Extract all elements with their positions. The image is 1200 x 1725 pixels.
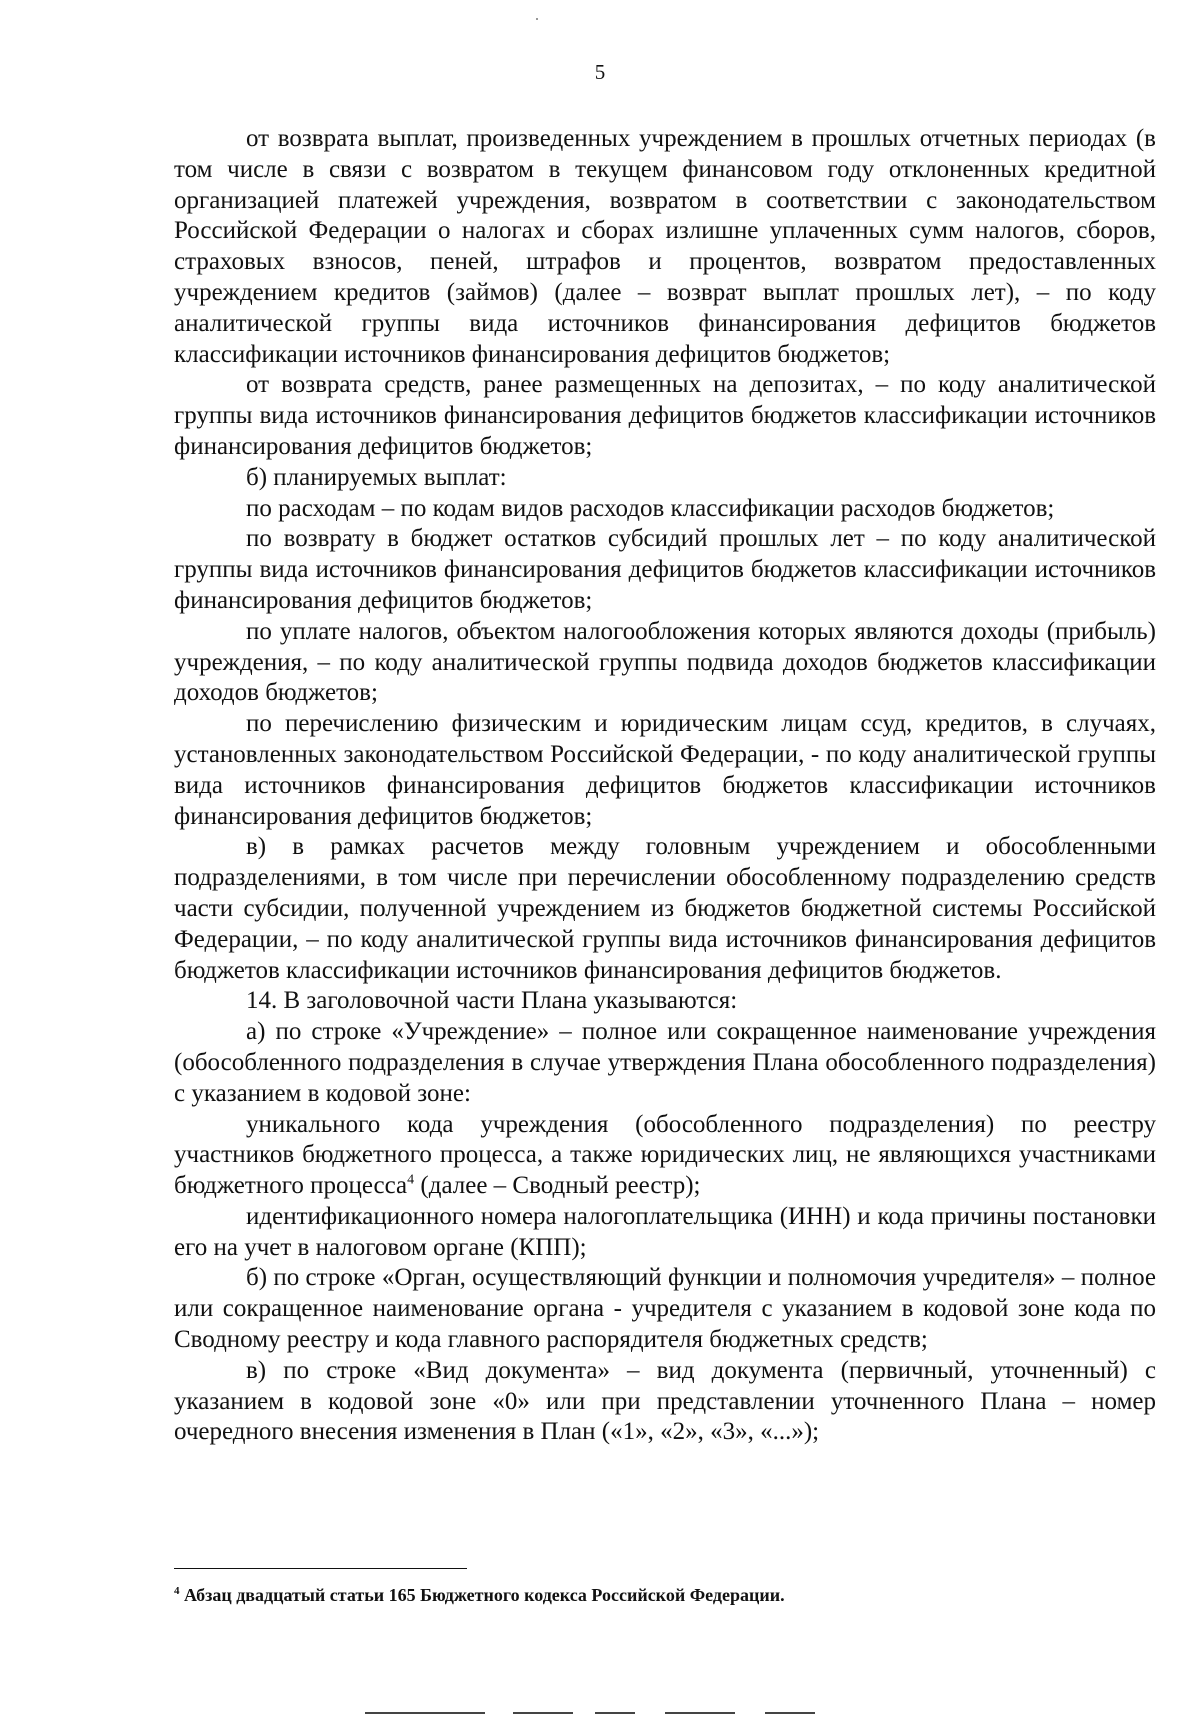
document-body xyxy=(174,124,1156,1448)
footnote-separator xyxy=(174,1568,467,1569)
paragraph: б) по строке «Орган, осуществляющий функции и полномочия учредителя» – полное или сокращенное наименование органа - учредителя с указанием в кодовой зоне кода по Сводному реестру и кода главного распорядителя бюджетных средств; xyxy=(174,1264,1156,1354)
footnote-text: Абзац двадцатый статьи 165 Бюджетного кодекса Российской Федерации. xyxy=(179,1585,785,1605)
paragraph: в) по строке «Вид документа» – вид документа (первичный, уточненный) с указанием в кодовой зоне «0» или при представлении уточненного Плана – номер очередного внесения изменения в План («1», «2», «3», «...»); xyxy=(174,1356,1156,1446)
paragraph-with-footnote-ref xyxy=(174,1110,1156,1202)
paragraph: б) планируемых выплат: xyxy=(246,463,507,491)
footnote xyxy=(174,1584,1154,1606)
paragraph: 14. В заголовочной части Плана указываются: xyxy=(246,987,738,1015)
paragraph: идентификационного номера налогоплательщика (ИНН) и кода причины постановки его на учет в налоговом органе (КПП); xyxy=(174,1202,1156,1261)
paragraph: а) по строке «Учреждение» – полное или сокращенное наименование учреждения (обособленного подразделения в случае утверждения Плана обособленного подразделения) с указанием в кодовой зоне: xyxy=(174,1018,1156,1107)
paragraph: по уплате налогов, объектом налогообложения которых являются доходы (прибыль) учреждения, – по коду аналитической группы подвида доходов бюджетов классификации доходов бюджетов; xyxy=(174,617,1156,707)
paragraph-text: уникального кода учреждения (обособленного подразделения) по реестру участников бюджетного процесса, а также юридических лиц, не являющихся участниками бюджетного процесса xyxy=(174,1110,1156,1200)
paragraph: от возврата средств, ранее размещенных на депозитах, – по коду аналитической группы вида источников финансирования дефицитов бюджетов классификации источников финансирования дефицитов бюджетов; xyxy=(174,371,1156,460)
paragraph: в) в рамках расчетов между головным учреждением и обособленными подразделениями, в том числе при перечислении обособленному подразделению средств части субсидии, полученной учреждением из бюджетов бюджетной системы Российской Федерации, – по коду аналитической группы вида источников финансирования дефицитов бюджетов классификации источников финансирования дефицитов бюджетов. xyxy=(174,833,1156,984)
footnote-reference[interactable]: 4 xyxy=(407,1172,415,1188)
paragraph: от возврата выплат, произведенных учреждением в прошлых отчетных периодах (в том числе в связи с возвратом в текущем финансовом году отклоненных кредитной организацией платежей учреждения, возвратом в соответствии с законодательством Российской Федерации о налогах и сборах излишне уплаченных сумм налогов, сборов, страховых взносов, пеней, штрафов и процентов, возвратом предоставленных учреждением кредитов (займов) (далее – возврат выплат прошлых лет), – по коду аналитической группы вида источников финансирования дефицитов бюджетов классификации источников финансирования дефицитов бюджетов; xyxy=(174,125,1156,368)
paragraph-text: (далее – Сводный реестр); xyxy=(414,1172,701,1200)
footnote-mark: 4 xyxy=(174,1585,180,1597)
scan-speck xyxy=(536,18,538,20)
page-number: 5 xyxy=(594,60,606,84)
paragraph: по расходам – по кодам видов расходов классификации расходов бюджетов; xyxy=(246,494,1055,522)
scan-edge-artifact xyxy=(365,1712,835,1716)
paragraph: по возврату в бюджет остатков субсидий прошлых лет – по коду аналитической группы вида источников финансирования дефицитов бюджетов классификации источников финансирования дефицитов бюджетов; xyxy=(174,525,1156,614)
paragraph: по перечислению физическим и юридическим лицам ссуд, кредитов, в случаях, установленных законодательством Российской Федерации, - по коду аналитической группы вида источников финансирования дефицитов бюджетов классификации источников финансирования дефицитов бюджетов; xyxy=(174,710,1156,830)
